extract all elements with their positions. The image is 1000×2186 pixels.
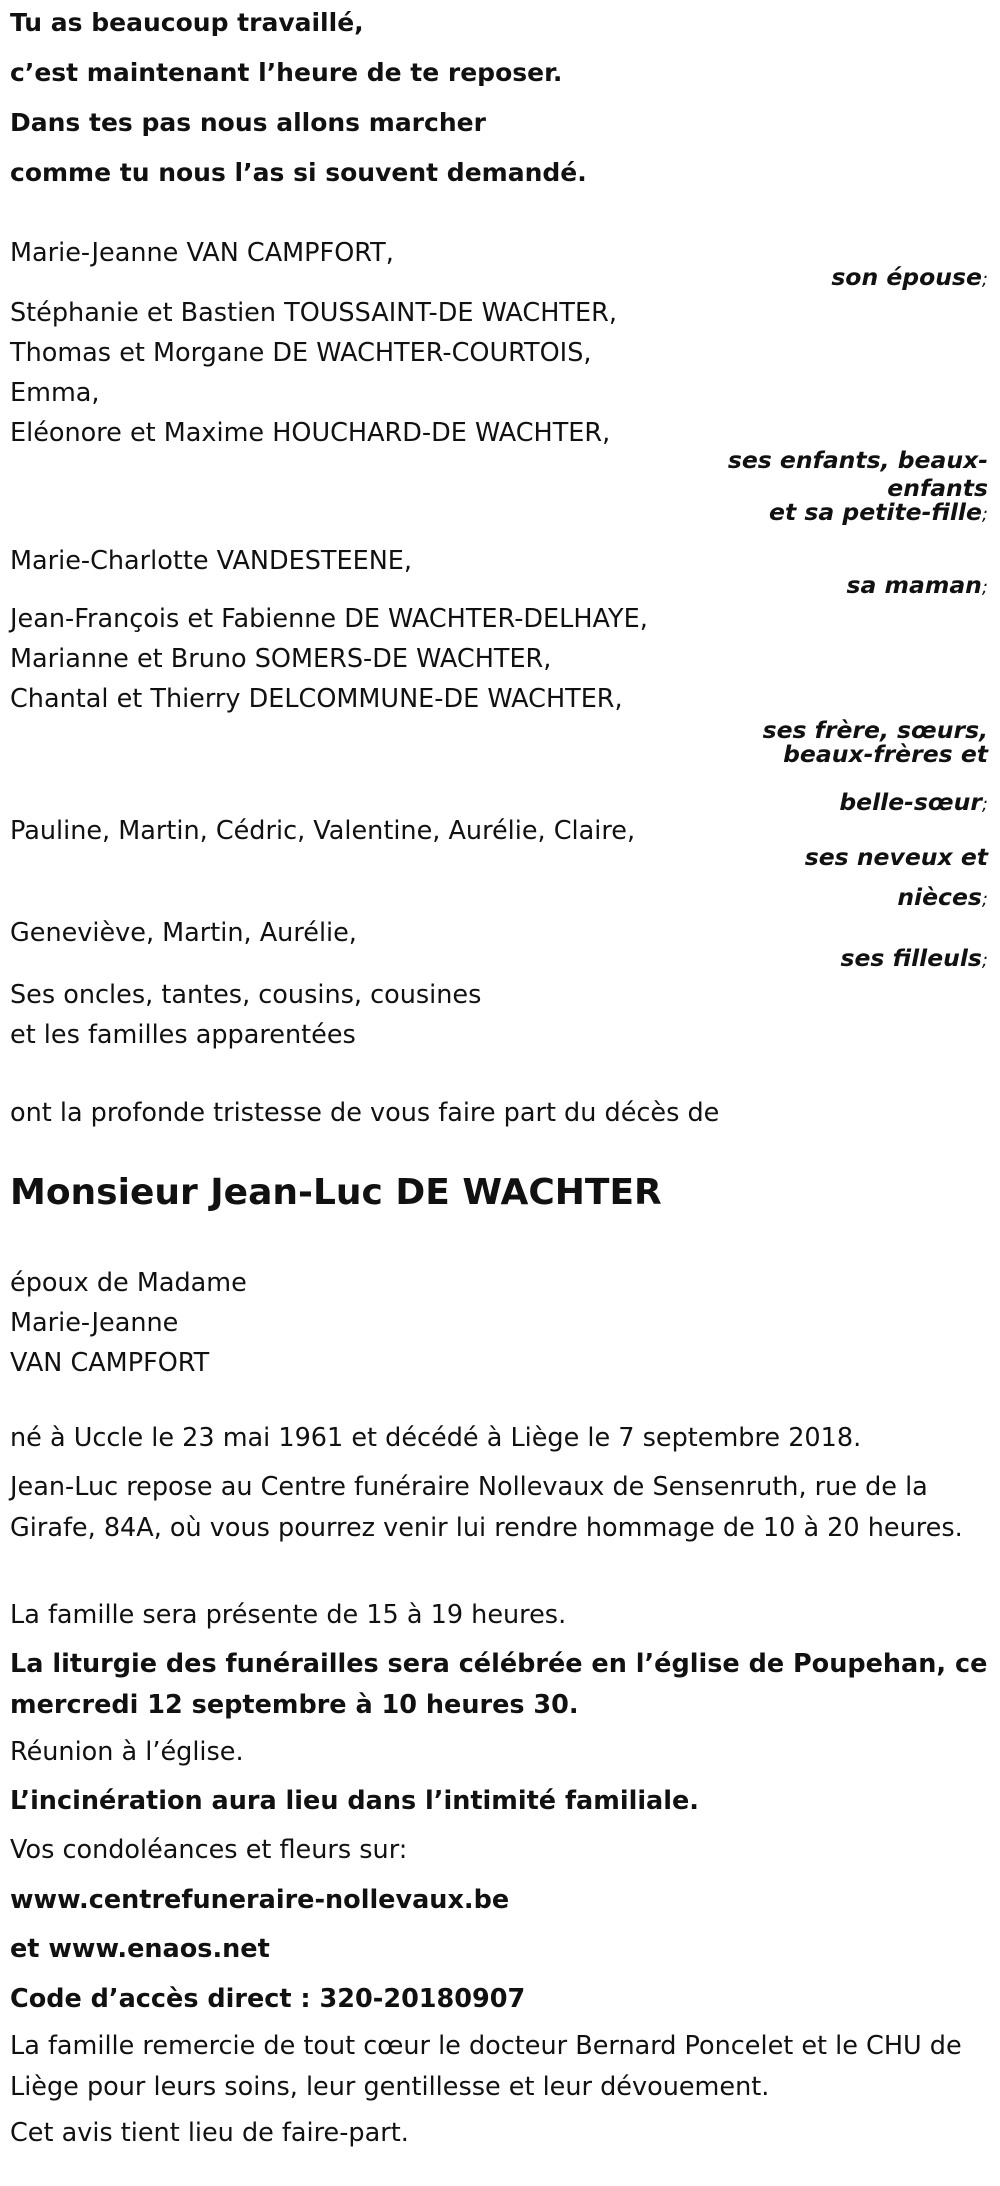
family-name: Pauline, Martin, Cédric, Valentine, Aurélie, Claire, xyxy=(10,816,636,846)
notice-text: Cet avis tient lieu de faire-part. xyxy=(10,2118,409,2148)
cremation-text: L’incinération aura lieu dans l’intimité familiale. xyxy=(10,1786,699,1816)
relation-label: sa maman; xyxy=(846,571,988,599)
family-name: Marie-Charlotte VANDESTEENE, xyxy=(10,546,412,576)
poem-line: Dans tes pas nous allons marcher xyxy=(10,108,486,137)
family-name: Geneviève, Martin, Aurélie, xyxy=(10,918,357,948)
relation-label: ses enfants, beaux- enfants et sa petite-fille; xyxy=(727,446,988,526)
rest-place-text: Jean-Luc repose au Centre funéraire Nollevaux de Sensenruth, rue de la Girafe, 84A, où vous pourrez venir lui rendre hommage de 10 à 20 heures. xyxy=(10,1472,963,1543)
family-name: Stéphanie et Bastien TOUSSAINT-DE WACHTER, xyxy=(10,298,617,328)
family-name: Eléonore et Maxime HOUCHARD-DE WACHTER, xyxy=(10,418,611,448)
spouse-of-line: VAN CAMPFORT xyxy=(10,1348,210,1378)
website-link[interactable]: www.centrefuneraire-nollevaux.be xyxy=(10,1885,510,1915)
poem-line: Tu as beaucoup travaillé, xyxy=(10,8,364,37)
access-code-text: Code d’accès direct : 320-20180907 xyxy=(10,1984,526,2014)
relation-label: ses frère, sœurs, beaux-frères et belle-sœur; xyxy=(762,716,988,816)
family-presence-text: La famille sera présente de 15 à 19 heures. xyxy=(10,1600,567,1630)
deceased-name: Monsieur Jean-Luc DE WACHTER xyxy=(10,1172,662,1213)
thanks-text: La famille remercie de tout cœur le docteur Bernard Poncelet et le CHU de Liège pour leurs soins, leur gentillesse et leur dévouement. xyxy=(10,2031,962,2102)
spouse-of-line: époux de Madame xyxy=(10,1268,247,1298)
website-link[interactable]: et www.enaos.net xyxy=(10,1934,270,1964)
meeting-text: Réunion à l’église. xyxy=(10,1737,244,1767)
family-name: Emma, xyxy=(10,378,100,408)
family-name: Chantal et Thierry DELCOMMUNE-DE WACHTER, xyxy=(10,684,623,714)
spouse-of-line: Marie-Jeanne xyxy=(10,1308,179,1338)
relation-label: ses filleuls; xyxy=(840,944,988,972)
poem-line: c’est maintenant l’heure de te reposer. xyxy=(10,58,563,87)
birth-death-text: né à Uccle le 23 mai 1961 et décédé à Liège le 7 septembre 2018. xyxy=(10,1423,862,1453)
liturgy-text: La liturgie des funérailles sera célébrée en l’église de Poupehan, ce mercredi 12 septembre à 10 heures 30. xyxy=(10,1649,988,1720)
announcement-text: ont la profonde tristesse de vous faire part du décès de xyxy=(10,1098,720,1128)
family-name: Jean-François et Fabienne DE WACHTER-DELHAYE, xyxy=(10,604,648,634)
condolences-text: Vos condoléances et fleurs sur: xyxy=(10,1835,408,1865)
relation-label: son épouse; xyxy=(831,263,988,291)
relation-label: ses neveux et nièces; xyxy=(804,843,988,911)
family-name: Marianne et Bruno SOMERS-DE WACHTER, xyxy=(10,644,552,674)
family-name: Thomas et Morgane DE WACHTER-COURTOIS, xyxy=(10,338,592,368)
poem-line: comme tu nous l’as si souvent demandé. xyxy=(10,158,587,187)
family-name: Ses oncles, tantes, cousins, cousines xyxy=(10,980,482,1010)
family-name: et les familles apparentées xyxy=(10,1020,356,1050)
family-name: Marie-Jeanne VAN CAMPFORT, xyxy=(10,238,394,268)
